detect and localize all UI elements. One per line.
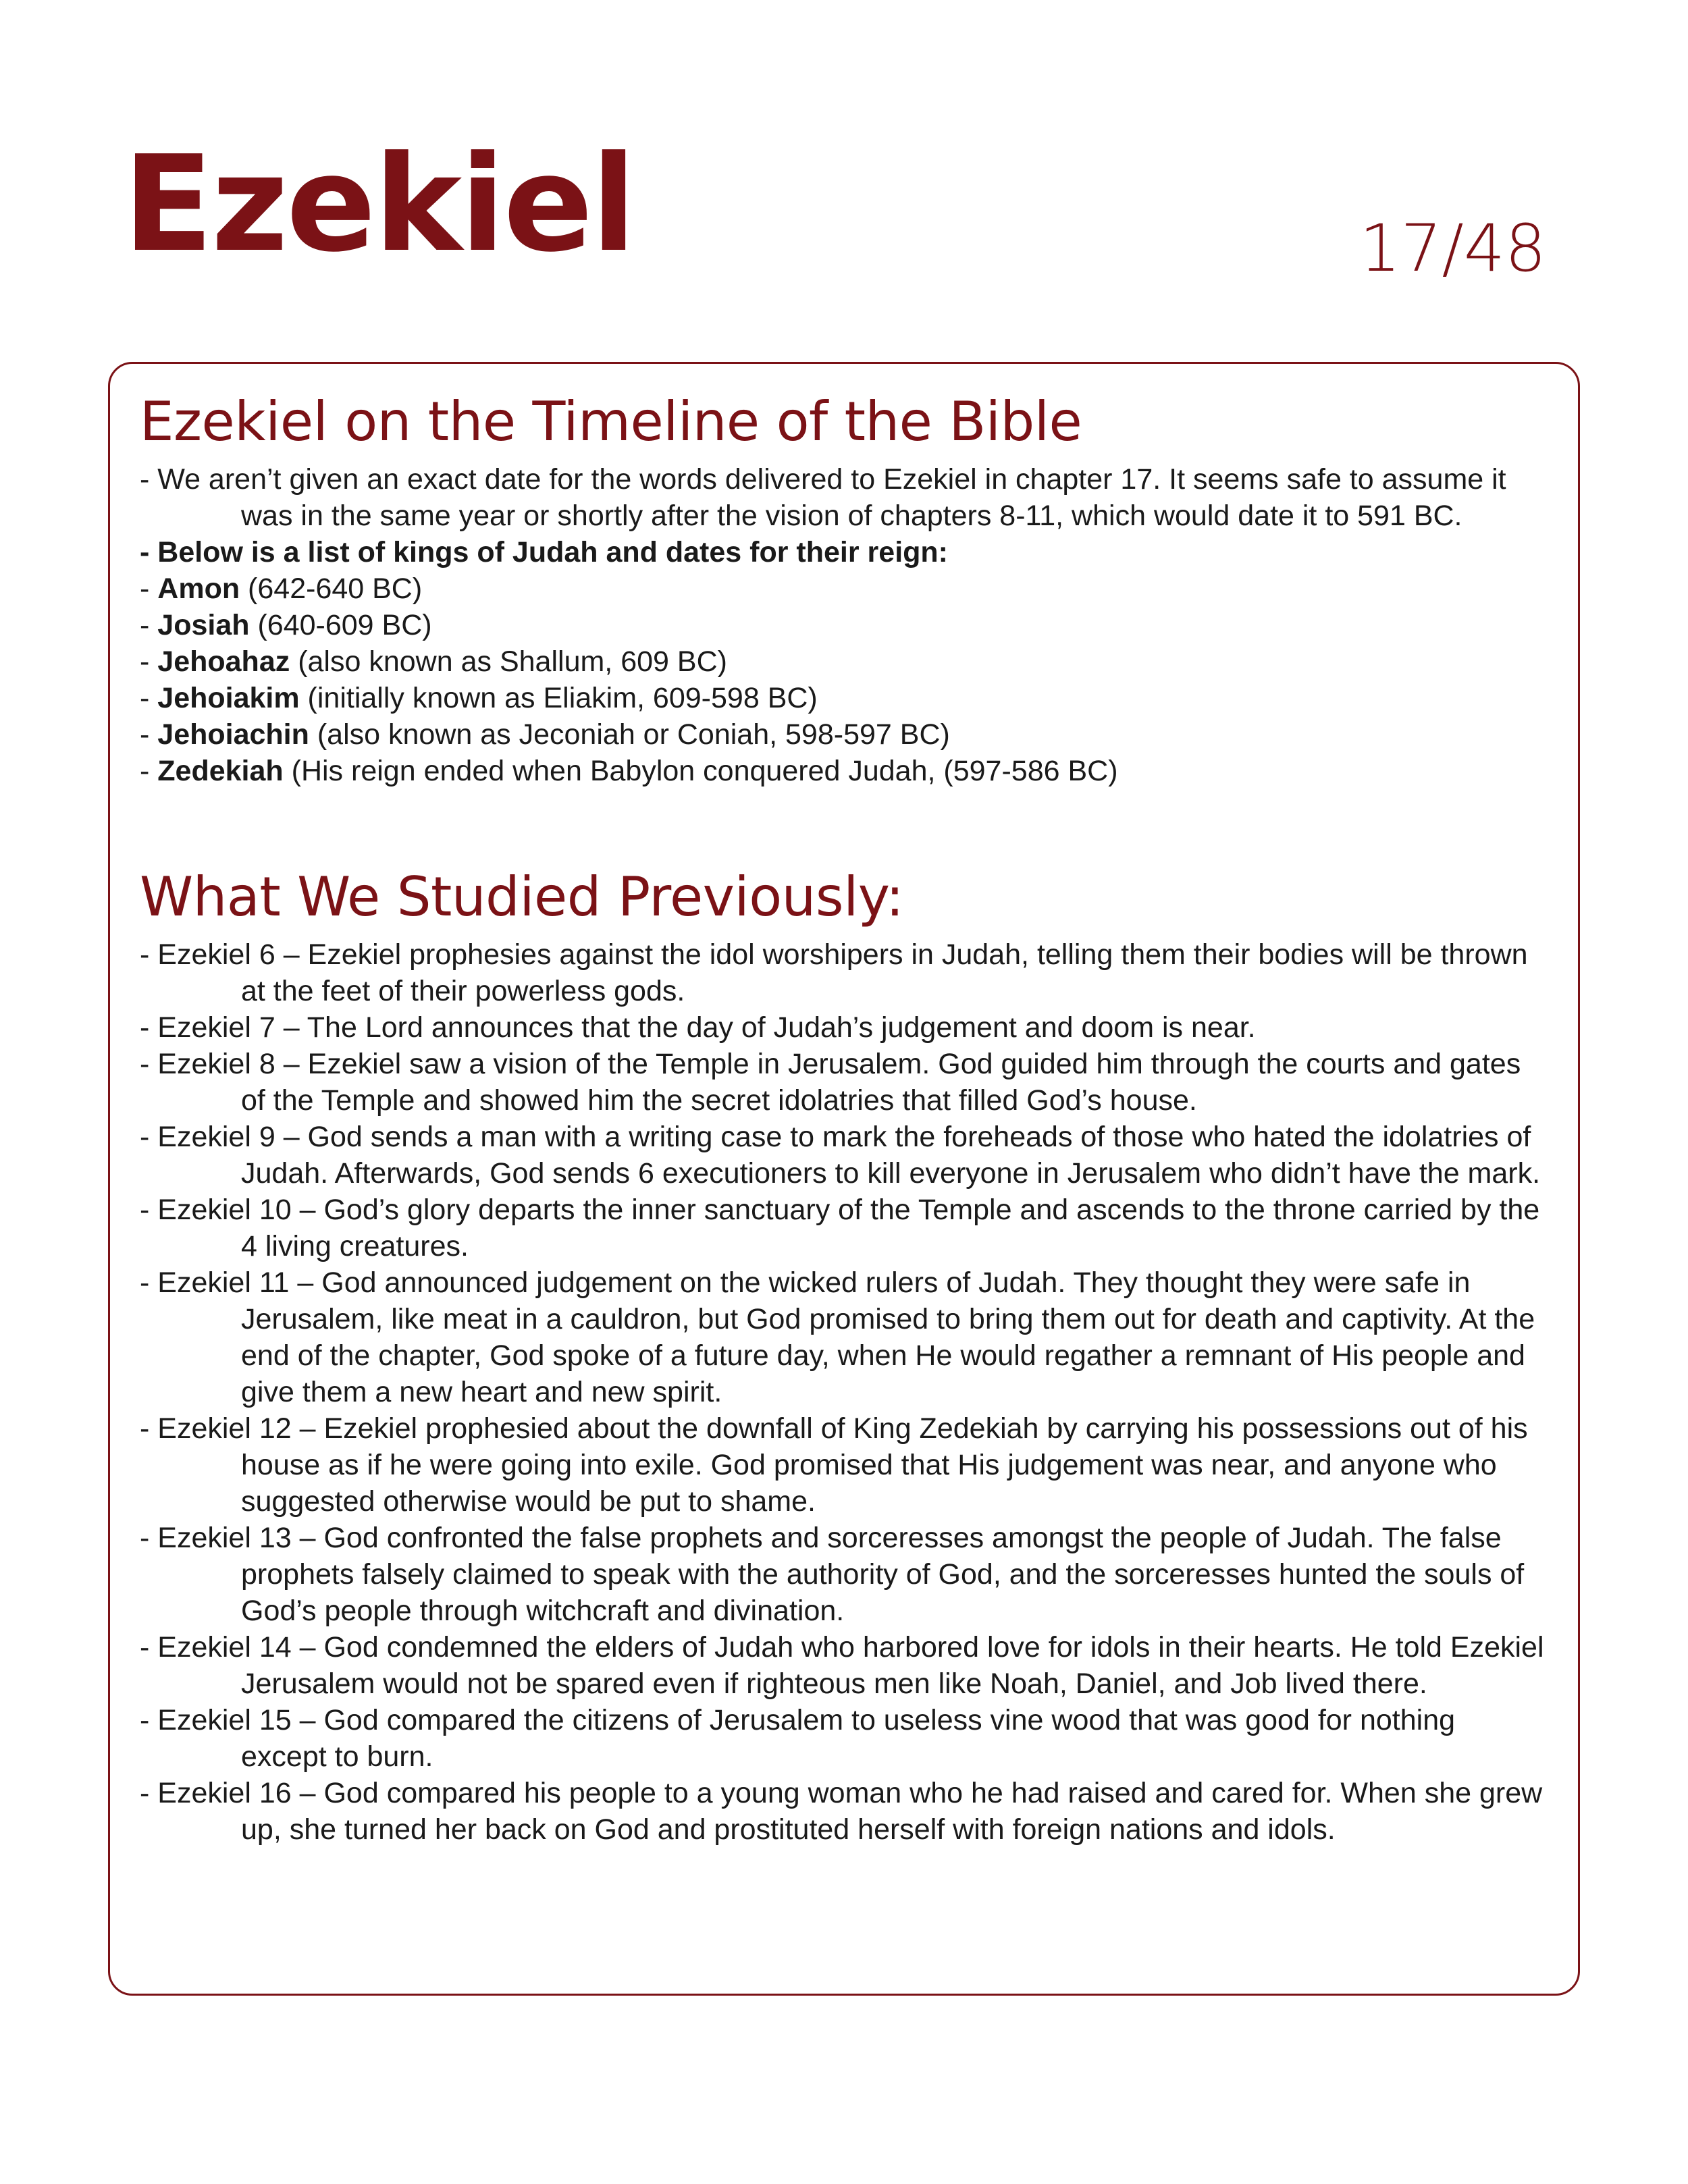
kings-list-heading: - Below is a list of kings of Judah and dates for their reign: <box>140 536 948 568</box>
king-prefix: - <box>140 609 158 641</box>
chapter-summary: - Ezekiel 8 – Ezekiel saw a vision of the Temple in Jerusalem. God guided him through the courts and gates of the Temple and showed him the secret idolatries that filled God’s house. <box>140 1048 1521 1117</box>
king-item <box>140 716 1548 753</box>
king-item <box>140 643 1548 680</box>
chapter-summary: - Ezekiel 16 – God compared his people to a young woman who he had raised and cared for. When she grew up, she turned her back on God and prostituted herself with foreign nations and idols. <box>140 1777 1543 1846</box>
page-title: Ezekiel <box>123 128 635 282</box>
chapter-summary: - Ezekiel 11 – God announced judgement on the wicked rulers of Judah. They thought they were safe in Jerusalem, like meat in a cauldron, but God promised to bring them out for death and captivity. At the end of the chapter, God spoke of a future day, when He would regather a remnant of His people and give them a new heart and new spirit. <box>140 1267 1535 1408</box>
king-prefix: - <box>140 682 158 714</box>
king-item <box>140 570 1548 607</box>
king-name: Jehoiakim <box>157 682 300 714</box>
king-prefix: - <box>140 755 158 787</box>
timeline-section <box>140 390 1548 789</box>
king-detail: (His reign ended when Babylon conquered Judah, (597-586 BC) <box>283 755 1118 787</box>
chapter-summary: - Ezekiel 7 – The Lord announces that the day of Judah’s judgement and doom is near. <box>140 1011 1256 1044</box>
timeline-list <box>140 461 1548 789</box>
chapter-summary: - Ezekiel 15 – God compared the citizens of Jerusalem to useless vine wood that was good for nothing except to burn. <box>140 1704 1456 1773</box>
previous-list <box>140 936 1548 1848</box>
chapter-summary: - Ezekiel 13 – God confronted the false prophets and sorceresses amongst the people of Judah. The false prophets falsely claimed to speak with the authority of God, and the sorceresses hunted the souls of God’s people through witchcraft and divination. <box>140 1522 1525 1627</box>
chapter-summary: - Ezekiel 12 – Ezekiel prophesied about the downfall of King Zedekiah by carrying his possessions out of his house as if he were going into exile. God promised that His judgement was near, and anyone who suggested otherwise would be put to shame. <box>140 1412 1528 1518</box>
page-number: 17/48 <box>1359 211 1546 286</box>
king-item <box>140 680 1548 716</box>
king-prefix: - <box>140 718 158 751</box>
king-prefix: - <box>140 572 158 605</box>
chapter-summary: - Ezekiel 9 – God sends a man with a writing case to mark the foreheads of those who hated the idolatries of Judah. Afterwards, God sends 6 executioners to kill everyone in Jerusalem who didn’t have the mark. <box>140 1121 1541 1190</box>
king-name: Amon <box>157 572 240 605</box>
previous-heading: What We Studied Previously: <box>140 865 904 928</box>
king-name: Jehoahaz <box>157 645 290 678</box>
king-detail: (640-609 BC) <box>249 609 432 641</box>
chapter-summary: - Ezekiel 6 – Ezekiel prophesies against the idol worshipers in Judah, telling them their bodies will be thrown at the feet of their powerless gods. <box>140 938 1528 1007</box>
king-name: Josiah <box>157 609 250 641</box>
king-detail: (642-640 BC) <box>240 572 423 605</box>
king-prefix: - <box>140 645 158 678</box>
king-name: Zedekiah <box>157 755 284 787</box>
king-detail: (also known as Shallum, 609 BC) <box>290 645 727 678</box>
king-item <box>140 607 1548 643</box>
chapter-summary: - Ezekiel 10 – God’s glory departs the inner sanctuary of the Temple and ascends to the throne carried by the 4 living creatures. <box>140 1194 1540 1262</box>
content-box <box>108 362 1580 1996</box>
chapter-summary: - Ezekiel 14 – God condemned the elders of Judah who harbored love for idols in their hearts. He told Ezekiel Jerusalem would not be spared even if righteous men like Noah, Daniel, and Job lived there. <box>140 1631 1544 1700</box>
king-detail: (initially known as Eliakim, 609-598 BC) <box>299 682 818 714</box>
king-detail: (also known as Jeconiah or Coniah, 598-597 BC) <box>309 718 950 751</box>
timeline-heading: Ezekiel on the Timeline of the Bible <box>140 390 1082 453</box>
previous-section <box>140 865 1548 1848</box>
timeline-intro: - We aren’t given an exact date for the words delivered to Ezekiel in chapter 17. It seems safe to assume it was in the same year or shortly after the vision of chapters 8-11, which would date it to 591 BC. <box>140 463 1506 532</box>
king-item <box>140 753 1548 789</box>
king-name: Jehoiachin <box>157 718 309 751</box>
